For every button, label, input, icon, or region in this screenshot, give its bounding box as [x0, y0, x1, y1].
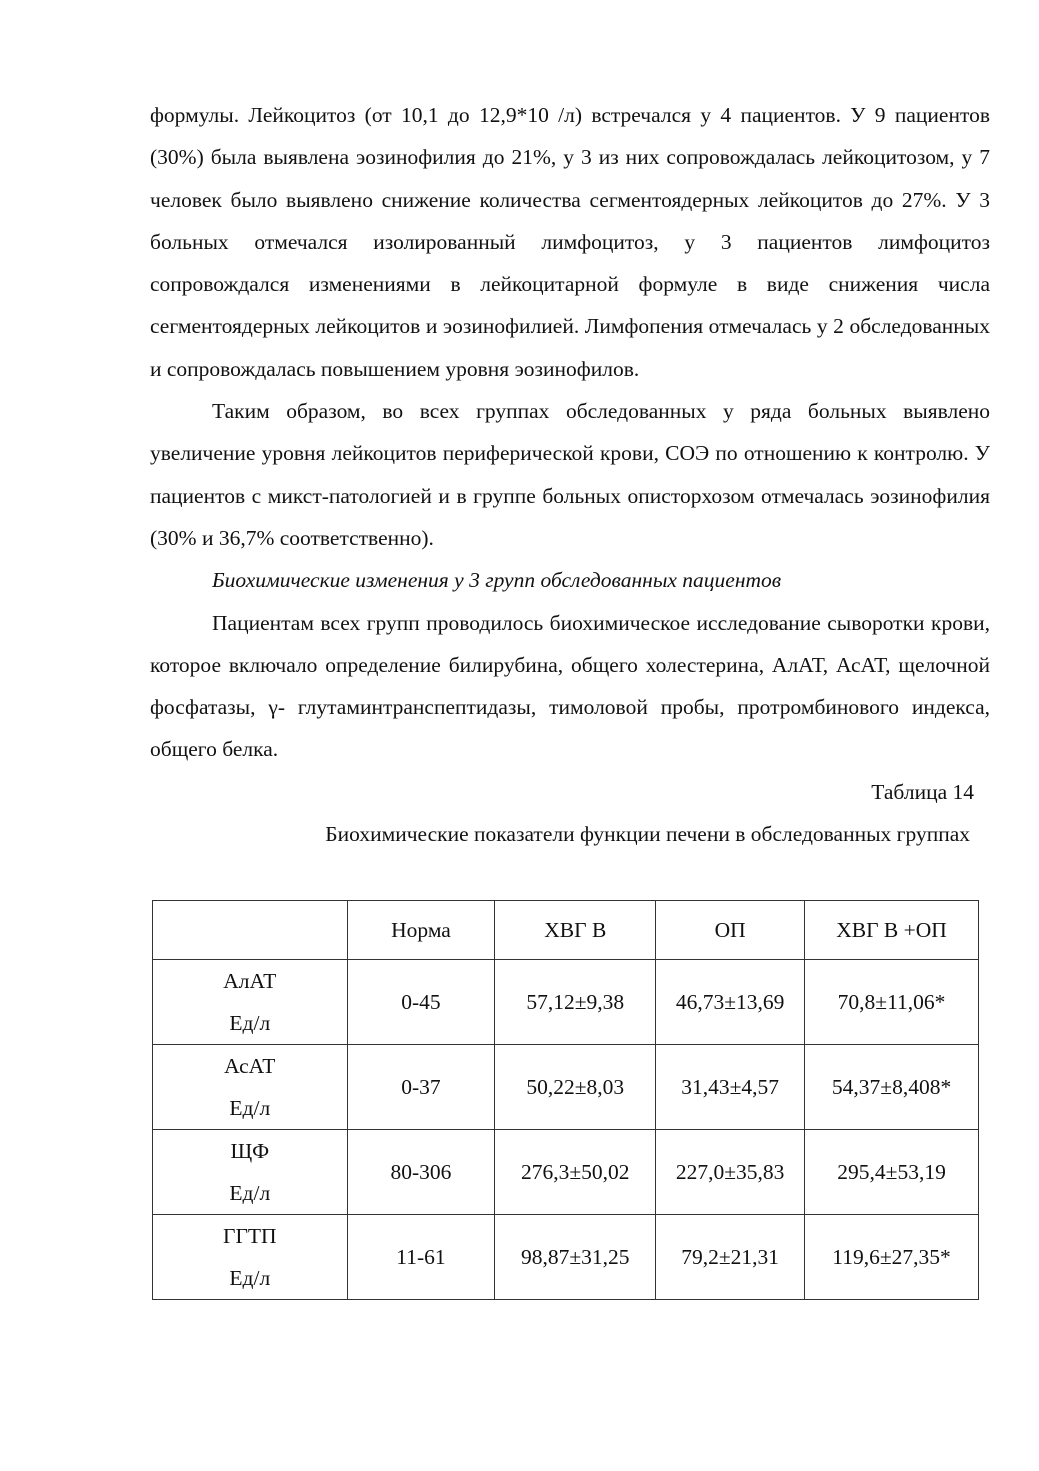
header-cell-empty — [153, 901, 348, 960]
norm-cell: 80-306 — [347, 1130, 495, 1215]
mixed-cell: 54,37±8,408* — [805, 1045, 979, 1130]
table-row — [153, 1130, 979, 1215]
norm-cell: 11-61 — [347, 1215, 495, 1300]
mixed-cell: 295,4±53,19 — [805, 1130, 979, 1215]
liver-function-table — [152, 900, 979, 1300]
table-caption: Биохимические показатели функции печени в обследованных группах — [325, 822, 970, 847]
table-number: Таблица 14 — [871, 779, 974, 804]
norm-cell: 0-45 — [347, 960, 495, 1045]
indicator-unit: Ед/л — [229, 1266, 271, 1290]
header-cell-norm: Норма — [347, 901, 495, 960]
indicator-name: АсАТ — [224, 1054, 276, 1078]
op-cell: 79,2±21,31 — [656, 1215, 805, 1300]
op-cell: 31,43±4,57 — [656, 1045, 805, 1130]
table-row — [153, 1045, 979, 1130]
indicator-unit: Ед/л — [229, 1011, 271, 1035]
paragraph-biochemistry: Пациентам всех групп проводилось биохимическое исследование сыворотки крови, которое включало определение билирубина, общего холестерина, АлАТ, АсАТ, щелочной фосфатазы, γ- глутаминтранспептидазы, тимоловой пробы, протромбинового индекса, общего белка. — [150, 610, 990, 762]
indicator-name: ЩФ — [230, 1139, 270, 1163]
indicator-name: АлАТ — [223, 969, 277, 993]
document-body — [150, 94, 990, 855]
hvgb-cell: 50,22±8,03 — [495, 1045, 656, 1130]
row-label-cell — [153, 960, 348, 1045]
op-cell: 46,73±13,69 — [656, 960, 805, 1045]
paragraph-conclusion: Таким образом, во всех группах обследованных у ряда больных выявлено увеличение уровня лейкоцитов периферической крови, СОЭ по отношению к контролю. У пациентов с микст-патологией и в группе больных описторхозом отмечалась эозинофилия (30% и 36,7% соответственно). — [150, 399, 990, 550]
norm-cell: 0-37 — [347, 1045, 495, 1130]
header-cell-hvgb: ХВГ В — [495, 901, 656, 960]
row-label-cell — [153, 1130, 348, 1215]
paragraph-leukocytosis: формулы. Лейкоцитоз (от 10,1 до 12,9*10 /л) встречался у 4 пациентов. У 9 пациентов (30%) была выявлена эозинофилия до 21%, у 3 из них сопровождалась лейкоцитозом, у 7 человек было выявлено снижение количества сегментоядерных лейкоцитов до 27%. У 3 больных отмечался изолированный лимфоцитоз, у 3 пациентов лимфоцитоз сопровождался изменениями в лейкоцитарной формуле в виде снижения числа сегментоядерных лейкоцитов и эозинофилией. Лимфопения отмечалась у 2 обследованных и сопровождалась повышением уровня эозинофилов. — [150, 103, 990, 381]
indicator-name: ГГТП — [223, 1224, 277, 1248]
mixed-cell: 119,6±27,35* — [805, 1215, 979, 1300]
row-label-cell — [153, 1215, 348, 1300]
row-label-cell — [153, 1045, 348, 1130]
table-header-row — [153, 901, 979, 960]
table-row — [153, 960, 979, 1045]
header-cell-op: ОП — [656, 901, 805, 960]
hvgb-cell: 57,12±9,38 — [495, 960, 656, 1045]
indicator-unit: Ед/л — [229, 1181, 271, 1205]
op-cell: 227,0±35,83 — [656, 1130, 805, 1215]
hvgb-cell: 276,3±50,02 — [495, 1130, 656, 1215]
section-subheading: Биохимические изменения у 3 групп обследованных пациентов — [212, 568, 782, 593]
mixed-cell: 70,8±11,06* — [805, 960, 979, 1045]
hvgb-cell: 98,87±31,25 — [495, 1215, 656, 1300]
table-row — [153, 1215, 979, 1300]
header-cell-hvgb-op: ХВГ В +ОП — [805, 901, 979, 960]
indicator-unit: Ед/л — [229, 1096, 271, 1120]
